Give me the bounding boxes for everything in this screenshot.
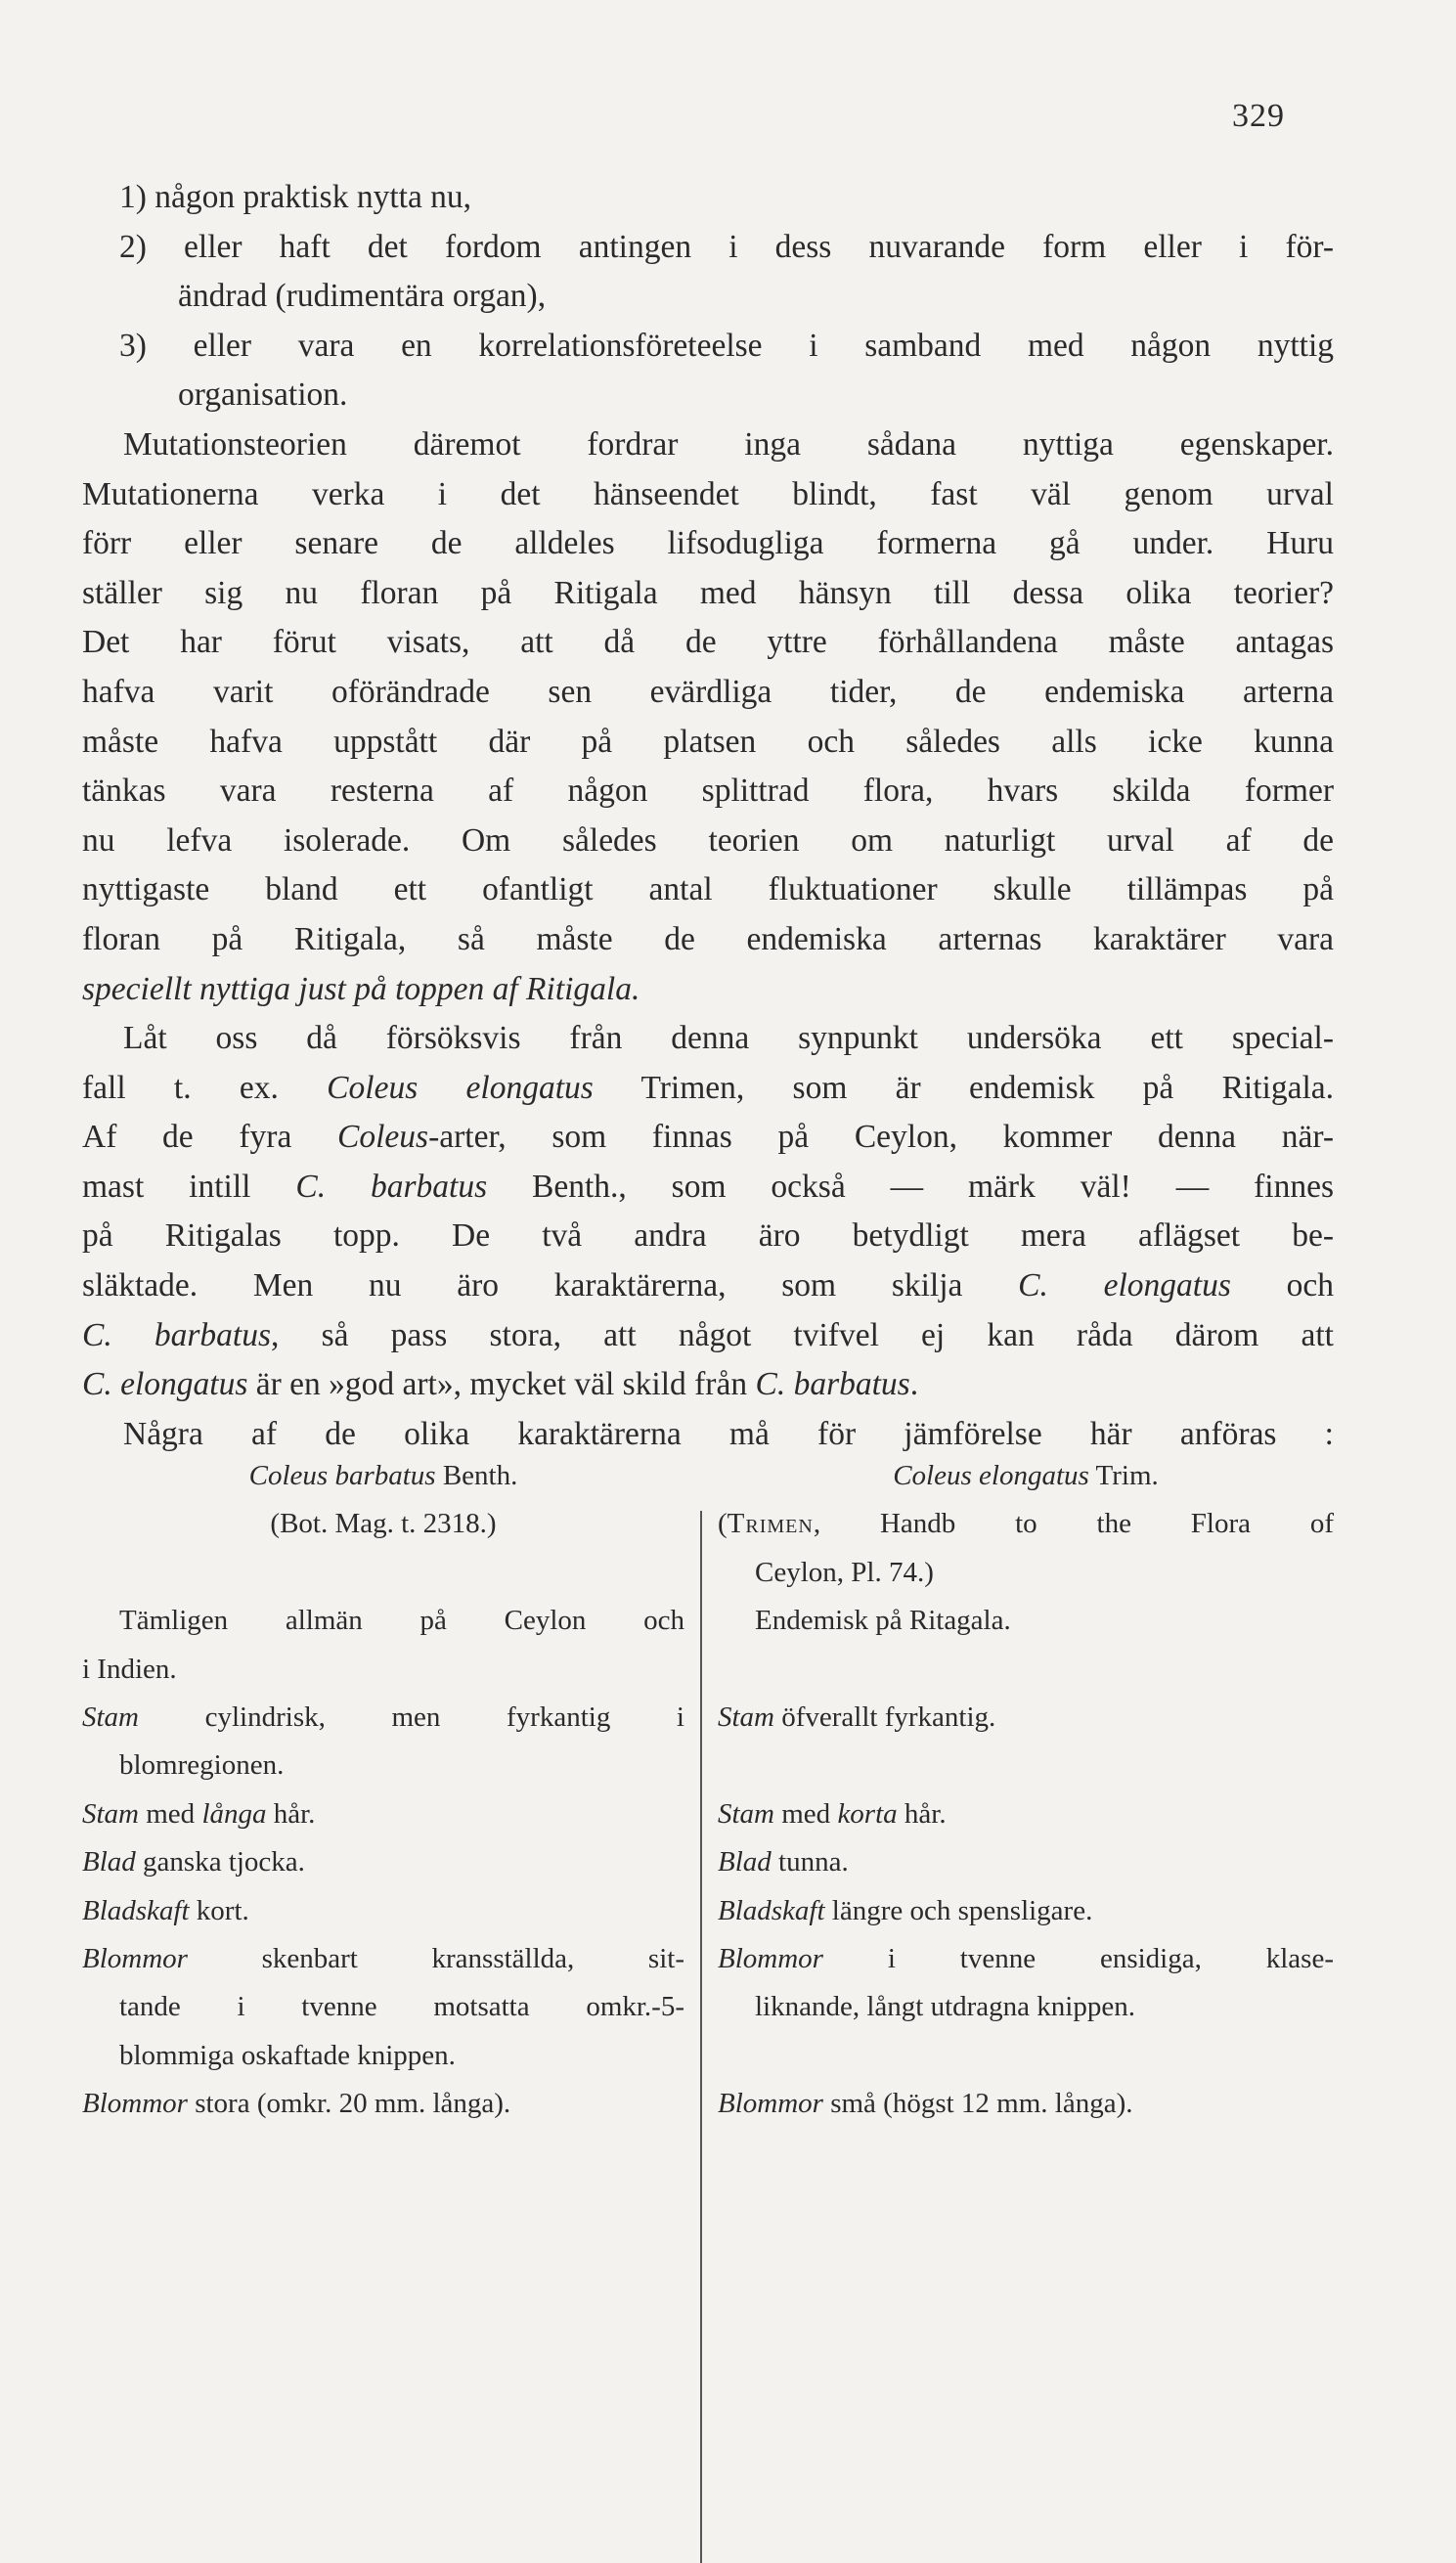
text-line [82, 1935, 684, 1983]
text-run: och [1230, 1267, 1334, 1304]
text-line [82, 173, 1334, 223]
italic-text: Blommor [82, 1943, 188, 1975]
text-run: Trim. [1088, 1460, 1159, 1491]
text-run: skenbart kransställda, sit- [187, 1943, 684, 1975]
text-run: måste hafva uppstått där på platsen och således alls icke kunna [82, 723, 1334, 760]
text-line [718, 1935, 1334, 1983]
text-run: kort. [189, 1894, 249, 1926]
text-line [82, 618, 1334, 668]
text-line [82, 1983, 684, 2031]
text-run: tunna. [771, 1846, 849, 1878]
text-run: tande i tvenne motsatta omkr.-5- [119, 1991, 684, 2023]
text-run: är en »god art», mycket väl skild från [247, 1366, 756, 1403]
text-line [82, 1549, 684, 1597]
text-line [82, 1113, 1334, 1163]
italic-text: Blommor [718, 1943, 823, 1975]
text-run: mast intill [82, 1168, 296, 1205]
text-line [82, 1887, 684, 1935]
text-run: blomregionen. [119, 1749, 285, 1782]
text-line [718, 1983, 1334, 2031]
text-line [82, 2080, 684, 2128]
text-line [82, 569, 1334, 619]
text-run: . [909, 1366, 919, 1403]
italic-text: Stam [718, 1797, 774, 1830]
italic-text: Stam [82, 1701, 139, 1734]
italic-text: Blad [718, 1846, 772, 1878]
text-run: -arter, som finnas på Ceylon, kommer denna när- [428, 1119, 1334, 1156]
text-run: liknande, långt utdragna knippen. [755, 1991, 1135, 2023]
text-run: små (högst 12 mm. långa). [822, 2088, 1133, 2120]
text-run: nyttigaste bland ett ofantligt antal fluktuationer skulle tillämpas på [82, 871, 1334, 908]
text-line [82, 223, 1334, 273]
text-run: ställer sig nu floran på Ritigala med hänsyn till dessa olika teorier? [82, 574, 1334, 611]
text-run: släktade. Men nu äro karaktärerna, som skilja [82, 1267, 1019, 1304]
text-line [82, 1790, 684, 1838]
italic-text: C. barbatus [295, 1168, 488, 1205]
page-number: 329 [1232, 98, 1285, 134]
text-line [82, 1360, 1334, 1410]
text-run: Endemisk på Ritagala. [755, 1605, 1011, 1637]
text-run: blommiga oskaftade knippen. [119, 2039, 456, 2071]
text-line [82, 865, 1334, 915]
text-run: ganska tjocka. [135, 1846, 305, 1878]
text-line [82, 915, 1334, 965]
text-run: Mutationsteorien däremot fordrar inga sådana nyttiga egenskaper. [123, 425, 1334, 463]
text-line [82, 1838, 684, 1886]
text-line [82, 1646, 684, 1694]
text-line [82, 1014, 1334, 1064]
text-run: Benth. [435, 1460, 518, 1491]
text-run: tänkas vara resterna af någon splittrad flora, hvars skilda former [82, 773, 1334, 810]
text-run: hafva varit oförändrade sen evärdliga tider, de endemiska arterna [82, 673, 1334, 710]
text-run: i tvenne ensidiga, klase- [822, 1943, 1334, 1975]
text-line [82, 1694, 684, 1742]
text-run: fall t. ex. [82, 1069, 328, 1106]
text-run: öfverallt fyrkantig. [774, 1701, 996, 1734]
italic-text: Blad [82, 1846, 136, 1878]
italic-text: Stam [718, 1701, 774, 1734]
body-text [82, 173, 1334, 1459]
text-line [82, 1212, 1334, 1261]
italic-text: Coleus elongatus [893, 1460, 1089, 1491]
text-run: hår. [897, 1797, 947, 1830]
italic-text: Blommor [718, 2088, 823, 2120]
text-line [82, 1311, 1334, 1361]
italic-text: Bladskaft [718, 1894, 825, 1926]
text-run: , Handb to the Flora of [813, 1508, 1334, 1540]
column-divider [700, 1511, 702, 2563]
text-line [718, 1887, 1334, 1935]
text-run: förr eller senare de alldeles lifsodugliga formerna gå under. Huru [82, 525, 1334, 562]
text-line [82, 1500, 684, 1548]
text-line [82, 1742, 684, 1790]
italic-text: C. elongatus [82, 1366, 248, 1403]
italic-text: korta [837, 1797, 898, 1830]
text-line [82, 1261, 1334, 1311]
text-line [718, 1790, 1334, 1838]
text-line [82, 371, 1334, 420]
comparison-column-elongatus [718, 1452, 1334, 2129]
italic-text: Bladskaft [82, 1894, 190, 1926]
text-run: längre och spensligare. [824, 1894, 1093, 1926]
italic-text: Coleus [337, 1119, 429, 1156]
text-line [82, 519, 1334, 569]
text-run: stora (omkr. 20 mm. långa). [187, 2088, 511, 2120]
italic-text: C. barbatus [82, 1316, 272, 1353]
text-run: Ceylon, Pl. 74.) [755, 1556, 934, 1588]
text-line [718, 1694, 1334, 1742]
text-line [82, 668, 1334, 718]
text-run: 3) eller vara en korrelationsföreteelse i samband med någon nyttig [119, 327, 1334, 364]
text-run: Trimen [727, 1508, 814, 1540]
italic-text: långa [201, 1797, 267, 1830]
italic-text: Stam [82, 1797, 139, 1830]
text-line [82, 767, 1334, 817]
text-line [718, 2032, 1334, 2080]
text-run: (Bot. Mag. t. 2318.) [270, 1508, 497, 1540]
text-line [82, 965, 1334, 1015]
text-run: Låt oss då försöksvis från denna synpunkt undersöka ett special- [123, 1020, 1334, 1057]
text-run: 1) någon praktisk nytta nu, [119, 179, 472, 215]
text-line [82, 2032, 684, 2080]
text-run: hår. [266, 1797, 316, 1830]
text-line [82, 420, 1334, 470]
text-line [82, 272, 1334, 322]
text-run: ( [718, 1508, 728, 1540]
text-run: cylindrisk, men fyrkantig i [139, 1701, 684, 1734]
text-line [82, 718, 1334, 768]
text-line [718, 1742, 1334, 1790]
text-line [82, 1163, 1334, 1213]
text-line [718, 1549, 1334, 1597]
text-run: ändrad (rudimentära organ), [178, 278, 547, 315]
italic-text: Blommor [82, 2088, 188, 2120]
text-line [718, 1500, 1334, 1548]
text-run: på Ritigalas topp. De två andra äro betydligt mera aflägset be- [82, 1217, 1334, 1255]
text-run: 2) eller haft det fordom antingen i dess nuvarande form eller i för- [119, 228, 1334, 265]
text-run: organisation. [178, 376, 348, 414]
text-run: , så pass stora, att något tvifvel ej kan råda därom att [271, 1316, 1334, 1353]
text-run: med [774, 1797, 838, 1830]
comparison-column-barbatus [82, 1452, 684, 2129]
text-run: Det har förut visats, att då de yttre förhållandena måste antagas [82, 624, 1334, 661]
text-line [718, 1452, 1334, 1500]
text-line [718, 1838, 1334, 1886]
text-line [82, 1597, 684, 1645]
text-run: med [139, 1797, 202, 1830]
text-line [82, 1064, 1334, 1114]
text-run: i Indien. [82, 1653, 177, 1685]
italic-text: speciellt nyttiga just på toppen af Ritigala. [82, 970, 640, 1007]
text-run: Benth., som också — märk väl! — finnes [487, 1168, 1334, 1205]
text-line [82, 1452, 684, 1500]
italic-text: C. elongatus [1018, 1267, 1231, 1304]
text-line [718, 2080, 1334, 2128]
text-run: Mutationerna verka i det hänseendet blindt, fast väl genom urval [82, 475, 1334, 512]
text-line [718, 1597, 1334, 1645]
text-line [82, 817, 1334, 866]
text-line [82, 470, 1334, 520]
italic-text: Coleus barbatus [248, 1460, 436, 1491]
text-line [82, 322, 1334, 372]
text-run: Trimen, som är endemisk på Ritigala. [593, 1069, 1335, 1106]
italic-text: Coleus elongatus [327, 1069, 594, 1106]
text-run: Tämligen allmän på Ceylon och [119, 1605, 684, 1637]
text-run: nu lefva isolerade. Om således teorien om naturligt urval af de [82, 821, 1334, 859]
text-line [718, 1646, 1334, 1694]
text-run: Af de fyra [82, 1119, 338, 1156]
italic-text: C. barbatus [755, 1366, 910, 1403]
text-run: floran på Ritigala, så måste de endemiska arternas karaktärer vara [82, 920, 1334, 957]
text-run: Några af de olika karaktärerna må för jämförelse här anföras : [123, 1415, 1334, 1452]
